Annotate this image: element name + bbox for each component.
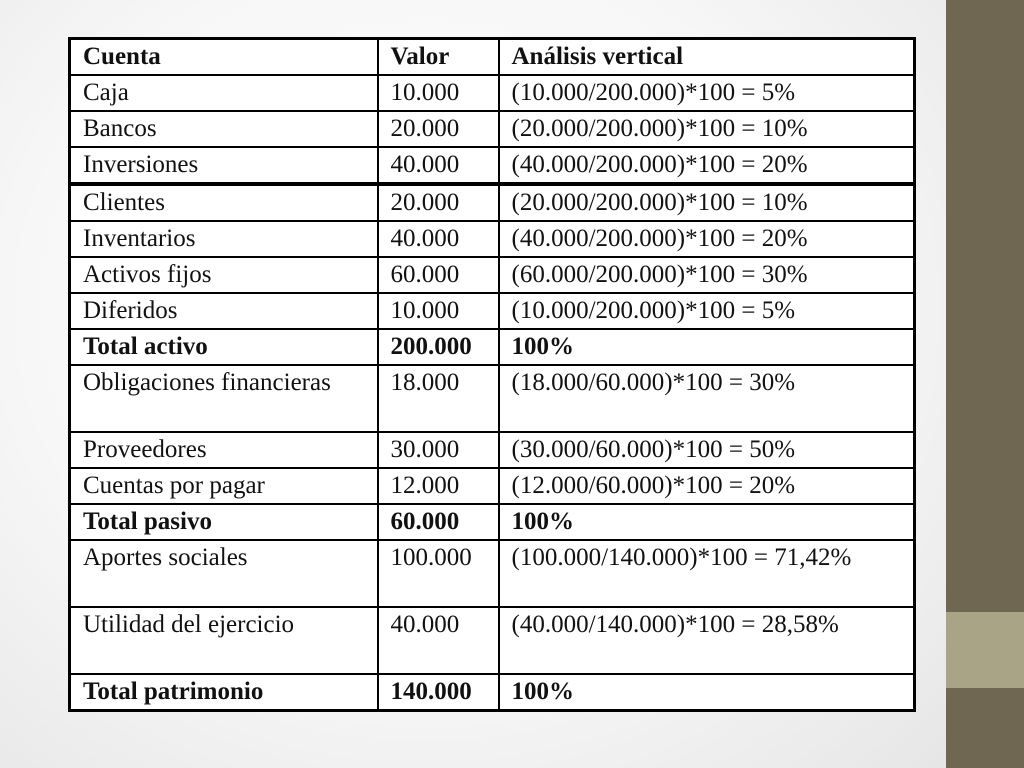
cell-valor: 60.000 bbox=[378, 504, 499, 540]
table-row bbox=[70, 147, 915, 184]
total-row bbox=[70, 674, 915, 711]
header-analisis: Análisis vertical bbox=[499, 39, 915, 76]
cell-valor: 30.000 bbox=[378, 432, 499, 468]
cell-valor: 20.000 bbox=[378, 184, 499, 221]
cell-valor: 40.000 bbox=[378, 607, 499, 674]
cell-analisis: 100% bbox=[499, 674, 915, 711]
table-row bbox=[70, 75, 915, 111]
cell-analisis: (10.000/200.000)*100 = 5% bbox=[499, 75, 915, 111]
cell-analisis: (60.000/200.000)*100 = 30% bbox=[499, 257, 915, 293]
table-header-row bbox=[70, 39, 915, 76]
cell-cuenta: Inventarios bbox=[70, 221, 378, 257]
vertical-analysis-table bbox=[68, 37, 916, 712]
cell-cuenta: Utilidad del ejercicio bbox=[70, 607, 378, 674]
table-row bbox=[70, 257, 915, 293]
vertical-analysis-table-container bbox=[68, 37, 913, 712]
cell-cuenta: Cuentas por pagar bbox=[70, 468, 378, 504]
cell-cuenta: Total pasivo bbox=[70, 504, 378, 540]
cell-analisis: 100% bbox=[499, 329, 915, 365]
cell-cuenta: Inversiones bbox=[70, 147, 378, 184]
cell-valor: 60.000 bbox=[378, 257, 499, 293]
cell-analisis: (20.000/200.000)*100 = 10% bbox=[499, 111, 915, 147]
cell-valor: 140.000 bbox=[378, 674, 499, 711]
cell-analisis: (12.000/60.000)*100 = 20% bbox=[499, 468, 915, 504]
decorative-sidebar-accent bbox=[946, 612, 1024, 688]
total-row bbox=[70, 504, 915, 540]
cell-cuenta: Total patrimonio bbox=[70, 674, 378, 711]
cell-cuenta: Clientes bbox=[70, 184, 378, 221]
header-cuenta: Cuenta bbox=[70, 39, 378, 76]
cell-valor: 10.000 bbox=[378, 293, 499, 329]
cell-cuenta: Proveedores bbox=[70, 432, 378, 468]
cell-cuenta: Caja bbox=[70, 75, 378, 111]
table-row bbox=[70, 540, 915, 607]
cell-valor: 10.000 bbox=[378, 75, 499, 111]
table-row bbox=[70, 468, 915, 504]
cell-analisis: (40.000/140.000)*100 = 28,58% bbox=[499, 607, 915, 674]
table-row bbox=[70, 293, 915, 329]
cell-analisis: (18.000/60.000)*100 = 30% bbox=[499, 365, 915, 432]
cell-valor: 12.000 bbox=[378, 468, 499, 504]
cell-cuenta: Total activo bbox=[70, 329, 378, 365]
cell-valor: 20.000 bbox=[378, 111, 499, 147]
table-row bbox=[70, 184, 915, 221]
cell-analisis: 100% bbox=[499, 504, 915, 540]
total-row bbox=[70, 329, 915, 365]
cell-analisis: (40.000/200.000)*100 = 20% bbox=[499, 221, 915, 257]
cell-cuenta: Obligaciones financieras bbox=[70, 365, 378, 432]
cell-cuenta: Diferidos bbox=[70, 293, 378, 329]
table-row bbox=[70, 111, 915, 147]
cell-valor: 18.000 bbox=[378, 365, 499, 432]
cell-valor: 200.000 bbox=[378, 329, 499, 365]
table-row bbox=[70, 607, 915, 674]
table-row bbox=[70, 221, 915, 257]
cell-cuenta: Bancos bbox=[70, 111, 378, 147]
table-row bbox=[70, 432, 915, 468]
header-valor: Valor bbox=[378, 39, 499, 76]
cell-analisis: (20.000/200.000)*100 = 10% bbox=[499, 184, 915, 221]
cell-valor: 40.000 bbox=[378, 221, 499, 257]
cell-analisis: (10.000/200.000)*100 = 5% bbox=[499, 293, 915, 329]
cell-analisis: (30.000/60.000)*100 = 50% bbox=[499, 432, 915, 468]
cell-cuenta: Activos fijos bbox=[70, 257, 378, 293]
cell-cuenta: Aportes sociales bbox=[70, 540, 378, 607]
table-row bbox=[70, 365, 915, 432]
cell-analisis: (100.000/140.000)*100 = 71,42% bbox=[499, 540, 915, 607]
cell-valor: 40.000 bbox=[378, 147, 499, 184]
cell-analisis: (40.000/200.000)*100 = 20% bbox=[499, 147, 915, 184]
cell-valor: 100.000 bbox=[378, 540, 499, 607]
